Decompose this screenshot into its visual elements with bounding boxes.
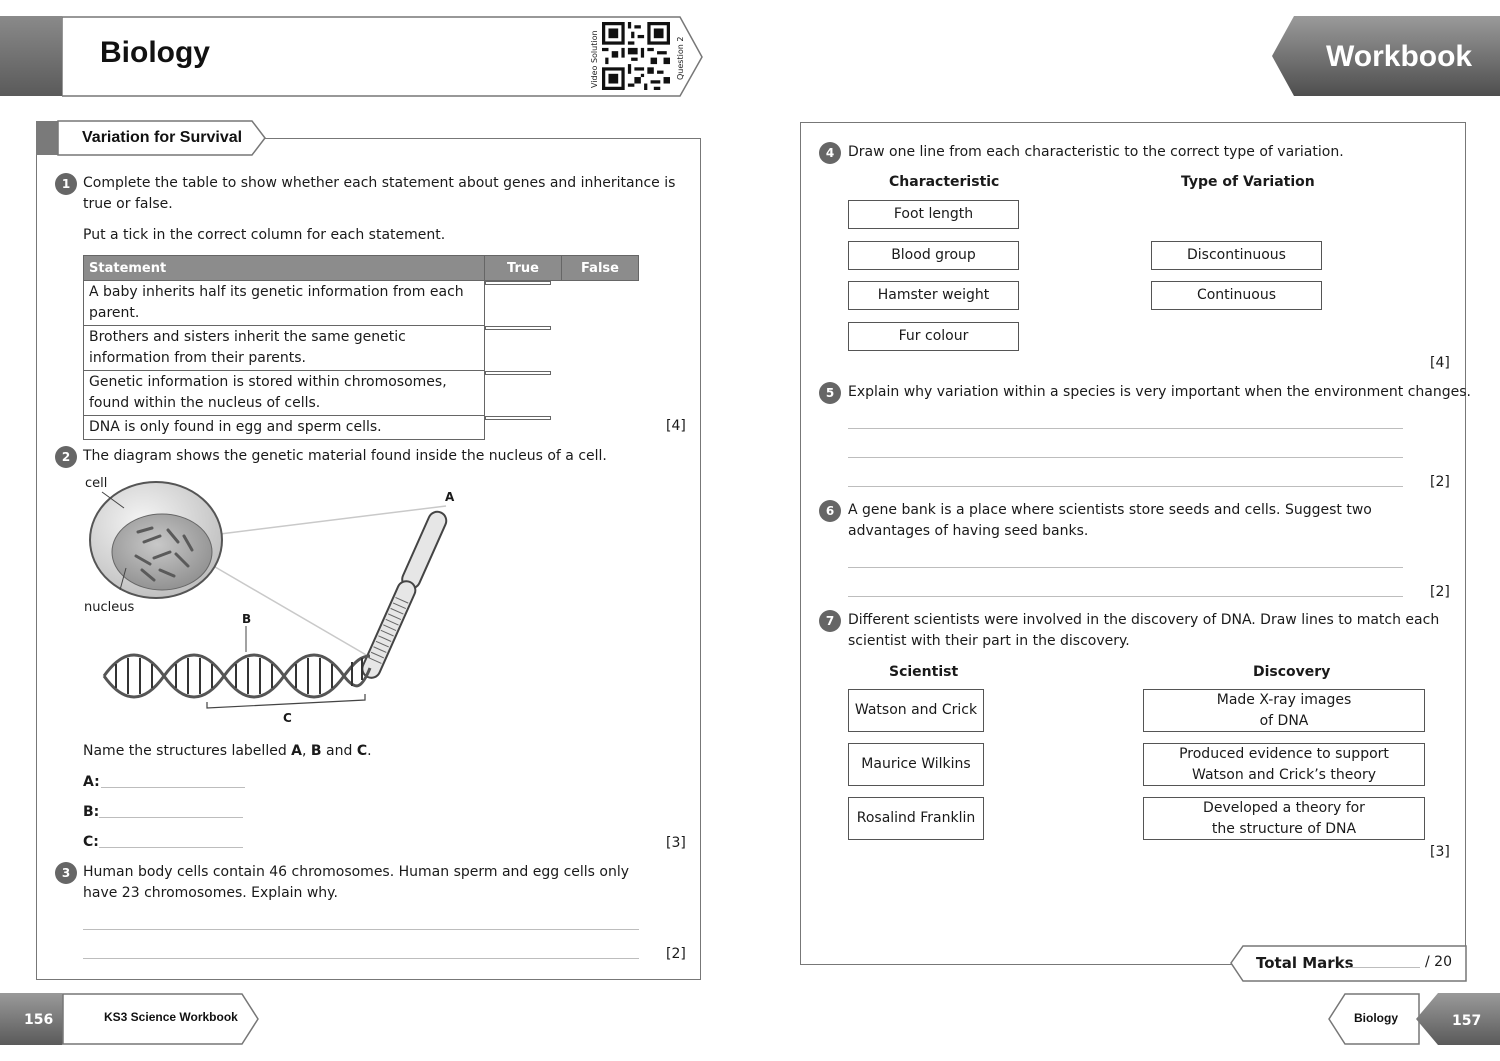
- total-marks-label: Total Marks: [1256, 954, 1354, 972]
- col-header-statement: Statement: [84, 256, 485, 281]
- table-row: [84, 281, 639, 326]
- q5-answer-line[interactable]: [848, 457, 1403, 458]
- q5-text: Explain why variation within a species is very important when the environment changes.: [848, 384, 1471, 400]
- false-tick-box[interactable]: [485, 371, 551, 375]
- question-number-1: 1: [55, 173, 77, 195]
- discovery-line: Developed a theory for: [1203, 799, 1365, 816]
- question-number-2: 2: [55, 446, 77, 468]
- q6-marks: [2]: [1430, 584, 1450, 600]
- scientist-box-rosalind-franklin[interactable]: Rosalind Franklin: [848, 797, 984, 840]
- answer-b-line[interactable]: [99, 817, 243, 818]
- q5-answer-line[interactable]: [848, 486, 1403, 487]
- q1-text: Complete the table to show whether each statement about genes and inheritance is true or false.: [83, 175, 676, 212]
- q3-text: Human body cells contain 46 chromosomes. Human sperm and egg cells only have 23 chromosomes. Explain why.: [83, 864, 630, 901]
- table-row: [84, 416, 639, 440]
- discovery-heading: Discovery: [1253, 664, 1331, 680]
- q3-marks: [2]: [666, 946, 686, 962]
- false-tick-box[interactable]: [485, 326, 551, 330]
- total-marks-line[interactable]: [1348, 967, 1420, 968]
- q2-instruction-sep1: ,: [302, 743, 311, 759]
- q5-marks: [2]: [1430, 474, 1450, 490]
- q2-text: The diagram shows the genetic material found inside the nucleus of a cell.: [83, 448, 607, 464]
- discovery-line: Made X-ray images: [1216, 691, 1352, 708]
- statement-cell: Genetic information is stored within chromosomes, found within the nucleus of cells.: [84, 371, 485, 416]
- right-page-number: 157: [1452, 1013, 1482, 1029]
- label-c: C: [283, 711, 292, 725]
- total-marks-out-of: / 20: [1425, 954, 1452, 970]
- question-number-5: 5: [819, 382, 841, 404]
- nucleus-label: nucleus: [84, 600, 135, 615]
- q2-instruction-sep2: and: [321, 743, 357, 759]
- q2-instruction-end: .: [367, 743, 372, 759]
- answer-c-label: C:: [83, 834, 99, 850]
- discovery-line: of DNA: [1259, 712, 1309, 729]
- q2-instruction: [83, 741, 372, 762]
- scientist-box-watson-crick[interactable]: Watson and Crick: [848, 689, 984, 732]
- question-number-4: 4: [819, 142, 841, 164]
- discovery-line: Produced evidence to support: [1179, 745, 1389, 762]
- table-row: [84, 371, 639, 416]
- variation-box-discontinuous[interactable]: Discontinuous: [1151, 241, 1322, 270]
- scientist-heading: Scientist: [889, 664, 959, 680]
- characteristic-box-blood-group[interactable]: Blood group: [848, 241, 1019, 270]
- section-title: Variation for Survival: [82, 129, 243, 146]
- col-header-true: True: [485, 256, 562, 281]
- q3-answer-line[interactable]: [83, 958, 639, 959]
- footer-right-title: Biology: [1354, 1011, 1398, 1025]
- characteristic-box-hamster-weight[interactable]: Hamster weight: [848, 281, 1019, 310]
- q2-instruction-b: B: [310, 743, 322, 759]
- qr-code-icon[interactable]: [602, 22, 670, 90]
- scientist-box-maurice-wilkins[interactable]: Maurice Wilkins: [848, 743, 984, 786]
- label-b: B: [242, 612, 252, 626]
- col-header-false: False: [562, 256, 639, 281]
- answer-b-label: B:: [83, 804, 100, 820]
- cell-label: cell: [85, 476, 108, 491]
- false-tick-box[interactable]: [485, 416, 551, 420]
- answer-a-label: A:: [83, 774, 100, 790]
- statement-cell: DNA is only found in egg and sperm cells.: [84, 416, 485, 440]
- q4-text: Draw one line from each characteristic to the correct type of variation.: [848, 144, 1344, 160]
- discovery-box-evidence[interactable]: [1143, 743, 1425, 786]
- variation-box-continuous[interactable]: Continuous: [1151, 281, 1322, 310]
- characteristic-box-fur-colour[interactable]: Fur colour: [848, 322, 1019, 351]
- statement-cell: Brothers and sisters inherit the same genetic information from their parents.: [84, 326, 485, 371]
- q2-instruction-pre: Name the structures labelled: [83, 743, 292, 759]
- q6-text: A gene bank is a place where scientists store seeds and cells. Suggest two advantages of having seed banks.: [848, 502, 1372, 539]
- q7-text: Different scientists were involved in the discovery of DNA. Draw lines to match each scientist with their part in the discovery.: [848, 612, 1440, 649]
- question-number-7: 7: [819, 610, 841, 632]
- video-solution-label: Video Solution: [590, 30, 599, 88]
- q2-instruction-c: C: [356, 743, 368, 759]
- q6-answer-line[interactable]: [848, 596, 1403, 597]
- table-header-row: [84, 256, 639, 281]
- false-tick-box[interactable]: [485, 281, 551, 285]
- q6-answer-line[interactable]: [848, 567, 1403, 568]
- footer-left-title: KS3 Science Workbook: [104, 1010, 238, 1024]
- q2-marks: [3]: [666, 835, 686, 851]
- left-page-number: 156: [24, 1012, 54, 1028]
- q2-instruction-a: A: [291, 743, 302, 759]
- label-a: A: [445, 490, 455, 504]
- q4-marks: [4]: [1430, 355, 1450, 371]
- q3-answer-line[interactable]: [83, 929, 639, 930]
- q5-answer-line[interactable]: [848, 428, 1403, 429]
- answer-a-line[interactable]: [101, 787, 245, 788]
- discovery-box-theory[interactable]: [1143, 797, 1425, 840]
- discovery-line: Watson and Crick’s theory: [1192, 766, 1376, 783]
- page-subject-title: Biology: [100, 36, 210, 69]
- cell-dna-diagram: [80, 472, 480, 730]
- variation-type-heading: Type of Variation: [1181, 174, 1315, 190]
- discovery-line: the structure of DNA: [1211, 820, 1357, 837]
- question-label: Question 2: [676, 36, 685, 80]
- question-number-6: 6: [819, 500, 841, 522]
- statement-cell: A baby inherits half its genetic information from each parent.: [84, 281, 485, 326]
- characteristic-box-foot-length[interactable]: Foot length: [848, 200, 1019, 229]
- workbook-title: Workbook: [1326, 40, 1473, 73]
- q1-instruction: Put a tick in the correct column for each statement.: [83, 227, 446, 243]
- discovery-box-xray[interactable]: [1143, 689, 1425, 732]
- true-false-table: [83, 255, 639, 440]
- table-row: [84, 326, 639, 371]
- characteristic-heading: Characteristic: [889, 174, 1000, 190]
- q7-marks: [3]: [1430, 844, 1450, 860]
- answer-c-line[interactable]: [99, 847, 243, 848]
- q1-marks: [4]: [666, 418, 686, 434]
- question-number-3: 3: [55, 862, 77, 884]
